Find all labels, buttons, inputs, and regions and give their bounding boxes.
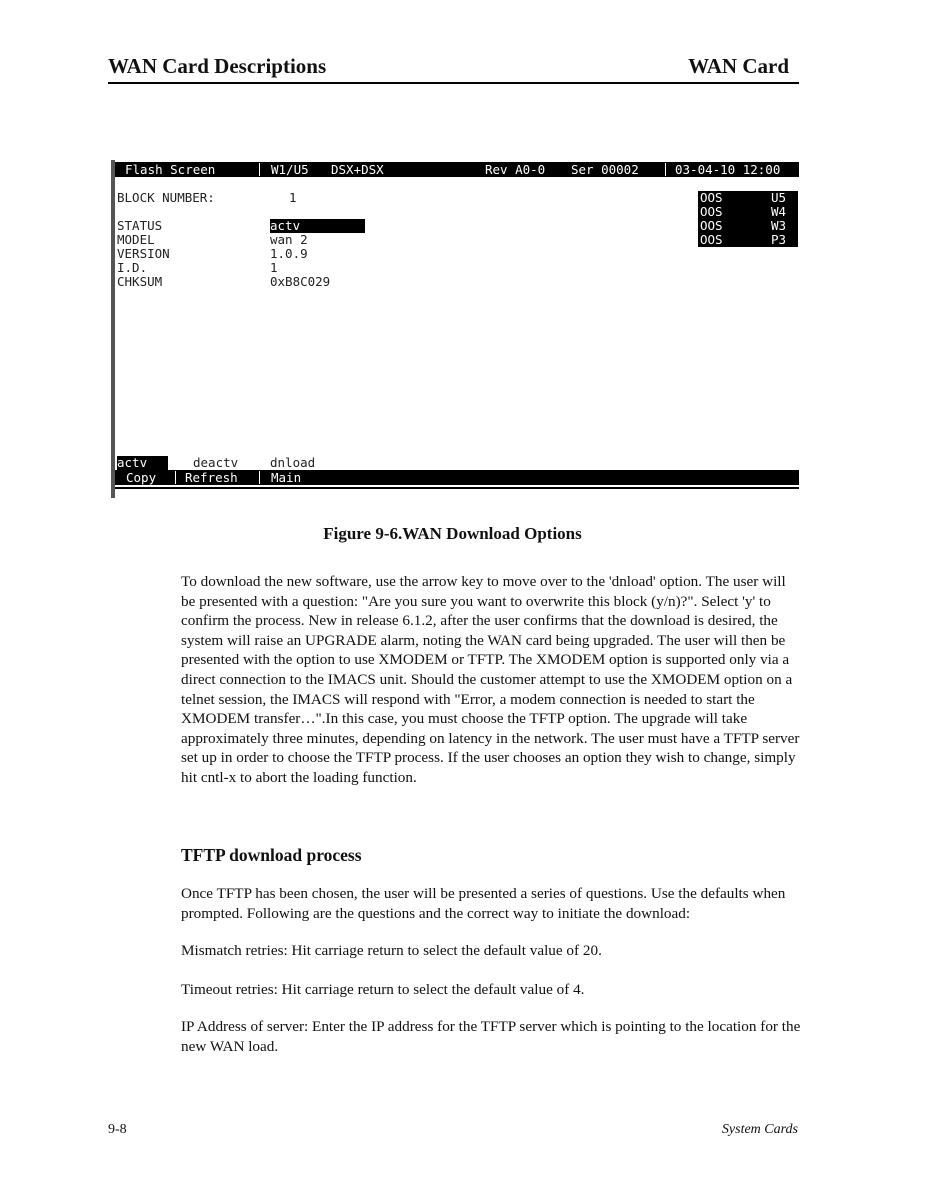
paragraph-timeout-retries: Timeout retries: Hit carriage return to select the default value of 4. [181,981,585,998]
action-deactv[interactable]: deactv [193,455,239,470]
chksum-value: 0xB8C029 [270,274,331,289]
page-number: 9-8 [108,1122,127,1137]
version-value: 1.0.9 [270,246,308,261]
card-type-label: DSX+DSX [331,162,384,177]
header-section-title: WAN Card Descriptions [108,54,327,78]
paragraph-ip-address: IP Address of server: Enter the IP address for the TFTP server which is pointing to the location for the new WAN load. [181,1018,801,1055]
header-chapter-title: WAN Card [688,54,789,78]
menu-copy[interactable]: Copy [126,470,157,485]
alarm-slot: P3 [770,232,786,247]
chksum-label: CHKSUM [117,274,163,289]
alarm-slot: W4 [770,204,786,219]
alarm-state: OOS [700,218,723,233]
block-number-label: BLOCK NUMBER: [117,190,215,205]
action-dnload[interactable]: dnload [270,455,316,470]
alarm-slot: W3 [770,218,786,233]
paragraph-mismatch-retries: Mismatch retries: Hit carriage return to select the default value of 20. [181,942,602,959]
rev-label: Rev A0-0 [485,162,546,177]
header-rule [108,82,799,84]
alarm-state: OOS [700,204,723,219]
alarm-row [698,191,798,205]
alarm-row [698,219,798,233]
bar-separator [665,163,666,176]
alarm-list [698,191,798,247]
paragraph-download-instructions: To download the new software, use the arrow key to move over to the 'dnload' option. The user will be presented with a question: "Are you sure you want to overwrite this block (y/n)?". Select 'y' to confirm the process. New in release 6.1.2, after the user confirms that the download is desired, the system will raise an UPGRADE alarm, noting the WAN card being upgraded. The user will then be presented with the option to use XMODEM or TFTP. The XMODEM option is supported only via a direct connection to the IMACS unit. Should the customer attempt to use the XMODEM option on a telnet session, the IMACS will respond with "Error, a modem connection is needed to start the XMODEM transfer…".In this case, you must choose the TFTP option. The upgrade will take approximately three minutes, depending on latency in the network. The user must have a TFTP server set up in order to choose the TFTP process. If the user chooses an option they wish to change, simply hit cntl-x to abort the loading function. [181,573,800,786]
section-heading: TFTP download process [181,845,362,865]
version-label: VERSION [117,246,170,261]
block-number-value: 1 [289,190,297,205]
alarm-state: OOS [700,232,723,247]
terminal-screenshot [111,160,799,498]
footer-chapter: System Cards [721,1122,798,1137]
id-label: I.D. [117,260,148,275]
alarm-state: OOS [700,190,723,205]
terminal-bottom-bar [115,470,799,485]
model-label: MODEL [117,232,155,247]
model-value: wan 2 [270,232,308,247]
bar-separator [259,163,260,176]
bar-separator [175,471,176,484]
terminal-top-bar [115,162,799,177]
ser-label: Ser 00002 [571,162,639,177]
alarm-row [698,233,798,247]
figure-caption: Figure 9-6.WAN Download Options [323,524,582,543]
status-label: STATUS [117,218,163,233]
datetime-label: 03-04-10 12:00 [675,162,781,177]
menu-main[interactable]: Main [271,470,302,485]
screen-title: Flash Screen [125,162,216,177]
paragraph-tftp-intro: Once TFTP has been chosen, the user will be presented a series of questions. Use the defaults when prompted. Following are the questions and the correct way to initiate the download: [181,885,786,922]
action-actv[interactable]: actv [117,456,168,470]
slot-label: W1/U5 [271,162,309,177]
alarm-slot: U5 [770,190,786,205]
alarm-row [698,205,798,219]
bar-separator [259,471,260,484]
id-value: 1 [270,260,278,275]
menu-refresh[interactable]: Refresh [185,470,238,485]
status-value[interactable]: actv [270,219,365,233]
terminal-bottom-rule [115,487,799,489]
